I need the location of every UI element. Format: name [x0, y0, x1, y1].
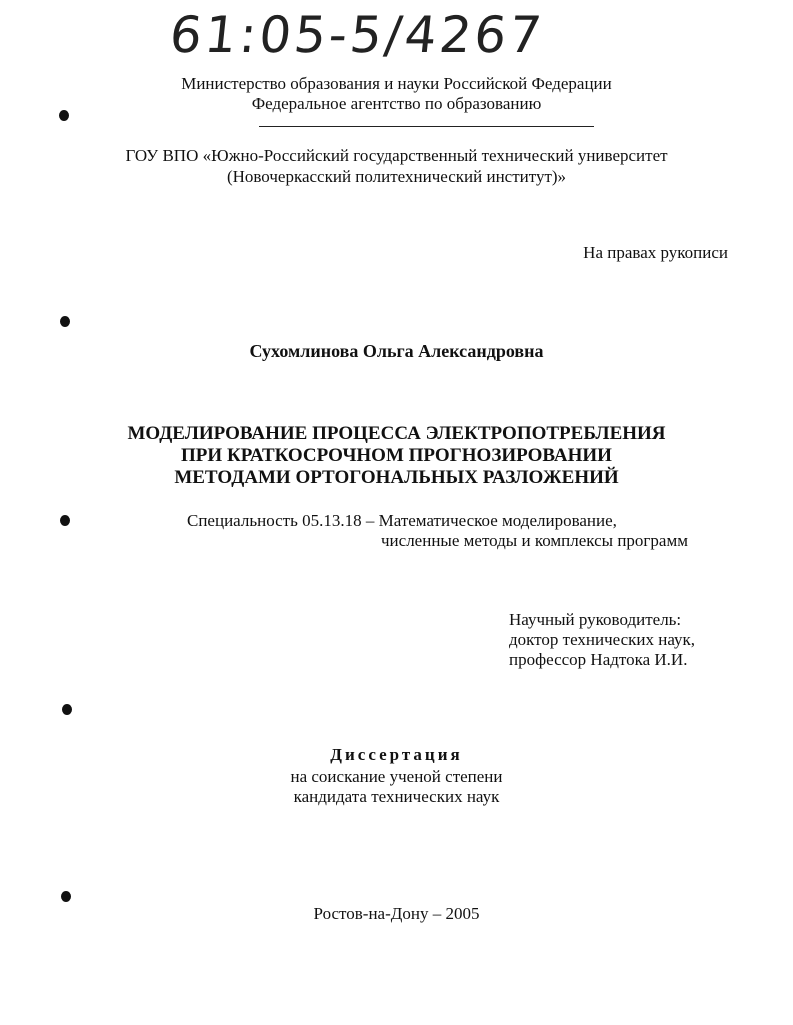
title-line-2: ПРИ КРАТКОСРОЧНОМ ПРОГНОЗИРОВАНИИ: [181, 445, 612, 466]
rights-note: На правах рукописи: [583, 243, 728, 262]
institution-line-1: ГОУ ВПО «Южно-Российский государственный технический университет: [125, 146, 668, 165]
institution-line-2: (Новочеркасский политехнический институт)»: [226, 167, 567, 186]
punch-hole: [60, 515, 70, 526]
institution-block: [0, 145, 793, 187]
dissertation-title: [0, 423, 793, 489]
ministry-line: Министерство образования и науки Российской Федерации: [181, 74, 612, 93]
punch-hole: [61, 891, 71, 902]
ministry-header: [0, 74, 793, 114]
punch-hole: [60, 316, 70, 327]
author-name: Сухомлинова Ольга Александровна: [249, 341, 544, 361]
degree-line-1: на соискание ученой степени: [290, 767, 503, 786]
specialty-line-2: численные методы и комплексы программ: [381, 531, 688, 550]
supervisor-label: Научный руководитель:: [509, 610, 682, 629]
supervisor-name: профессор Надтока И.И.: [509, 650, 688, 669]
supervisor-degree: доктор технических наук,: [509, 630, 696, 649]
city-year: Ростов-на-Дону – 2005: [313, 904, 480, 923]
handwritten-catalog-number: 61:05-5/4267: [166, 6, 548, 64]
agency-line: Федеральное агентство по образованию: [251, 94, 542, 113]
degree-line-2: кандидата технических наук: [293, 787, 500, 806]
title-line-1: МОДЕЛИРОВАНИЕ ПРОЦЕССА ЭЛЕКТРОПОТРЕБЛЕНИЯ: [127, 423, 666, 444]
header-divider: [259, 126, 594, 127]
degree-block: [0, 767, 793, 807]
supervisor-block: [509, 610, 695, 670]
punch-hole: [62, 704, 72, 715]
punch-hole: [59, 110, 69, 121]
dissertation-heading: Диссертация: [330, 745, 463, 764]
specialty-line-1: Специальность 05.13.18 – Математическое моделирование,: [187, 511, 617, 530]
title-line-3: МЕТОДАМИ ОРТОГОНАЛЬНЫХ РАЗЛОЖЕНИЙ: [174, 467, 619, 488]
